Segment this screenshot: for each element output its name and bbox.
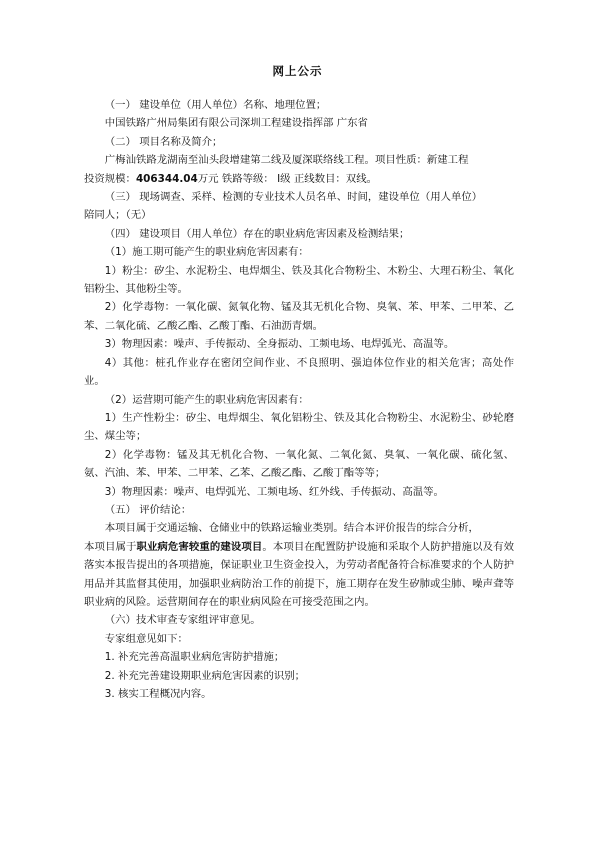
construction-heading: （1）施工期可能产生的职业病危害因素有：	[104, 246, 309, 259]
construction-item-3: 3）物理因素：噪声、手传振动、全身振动、工频电场、电焊弧光、高温等。	[104, 338, 455, 351]
construction-item-2: 2）化学毒物：一氧化碳、氮氧化物、锰及其无机化合物、臭氧、苯、甲苯、二甲苯、乙苯、二氧化硫、乙酸乙酯、乙酸丁酯、石油沥青烟。	[84, 301, 514, 332]
section-1-body: 中国铁路广州局集团有限公司深圳工程建设指挥部 广东省	[104, 117, 368, 130]
investment-value: 406344.04	[135, 172, 198, 185]
conclusion-p1: 本项目属于交通运输、仓储业中的铁路运输业类别。结合本评价报告的综合分析，	[104, 522, 479, 535]
section-2-body-a: 广梅汕铁路龙湖南至汕头段增建第二线及厦深联络线工程。项目性质：新建工程	[104, 154, 469, 167]
section-3-line1: （三） 现场调查、采样、检测的专业技术人员名单、时间，建设单位（用人单位）	[104, 191, 483, 204]
expert-intro: 专家组意见如下：	[104, 632, 188, 645]
conclusion-emphasis: 职业病危害较重的建设项目	[136, 540, 263, 553]
conclusion-p2-a: 本项目属于	[84, 540, 137, 553]
operation-heading: （2）运营期可能产生的职业病危害因素有：	[104, 393, 309, 406]
section-1-heading: （一） 建设单位（用人单位）名称、地理位置；	[104, 99, 327, 111]
expert-item-1: 1. 补充完善高温职业病危害防护措施；	[104, 651, 285, 664]
operation-item-1: 1）生产性粉尘：矽尘、电焊烟尘、氧化铝粉尘、铁及其化合物粉尘、水泥粉尘、砂轮磨尘、煤尘等；	[84, 411, 514, 443]
construction-item-1: 1）粉尘：矽尘、水泥粉尘、电焊烟尘、铁及其化合物粉尘、木粉尘、大理石粉尘、氧化铝粉尘、其他粉尘等。	[84, 264, 514, 296]
operation-item-2: 2）化学毒物：锰及其无机化合物、一氧化氮、二氧化氮、臭氧、一氧化碳、硫化氢、氨、汽油、苯、甲苯、二甲苯、乙苯、乙酸乙酯、乙酸丁酯等等；	[84, 448, 514, 480]
section-3-line2: 陪同人；（无）	[84, 209, 152, 222]
section-2-body-b	[84, 170, 514, 188]
section-2-heading: （二） 项目名称及简介；	[104, 135, 223, 148]
expert-item-2: 2. 补充完善建设期职业病危害因素的识别；	[104, 669, 306, 682]
section-6-heading: （六）技术审查专家组评审意见。	[104, 614, 261, 627]
page-title: 网上公示	[272, 64, 323, 78]
expert-item-3: 3. 核实工程概况内容。	[104, 688, 212, 700]
section-5-heading: （五） 评价结论：	[104, 503, 192, 516]
operation-item-3: 3）物理因素：噪声、电焊弧光、工频电场、红外线、手传振动、高温等。	[104, 485, 444, 498]
conclusion-p2-b: 。本项目在配置防护设施和采取个人防护措施以及有效落实本报告提出的各项措施，保证职业卫生资金投入，为劳动者配备符合标准要求的个人防护用品并其监督其使用，加强职业病防治工作的前提下，施工期存在发生矽肺或尘肺、噪声聋等职业病的风险。运营期间存在的职业病风险在可接受范围之内。	[84, 540, 515, 608]
section-4-heading: （四） 建设项目（用人单位）存在的职业病危害因素及检测结果；	[104, 227, 410, 240]
construction-item-4: 4）其他：桩孔作业存在密闭空间作业、不良照明、强迫体位作业的相关危害；高处作业。	[84, 356, 514, 388]
document-body	[84, 96, 514, 703]
investment-label: 投资规模：	[84, 172, 136, 185]
section-2-body-rest: 万元 铁路等级： Ⅰ级 正线数目：双线。	[197, 172, 377, 185]
conclusion-p2	[84, 538, 514, 612]
